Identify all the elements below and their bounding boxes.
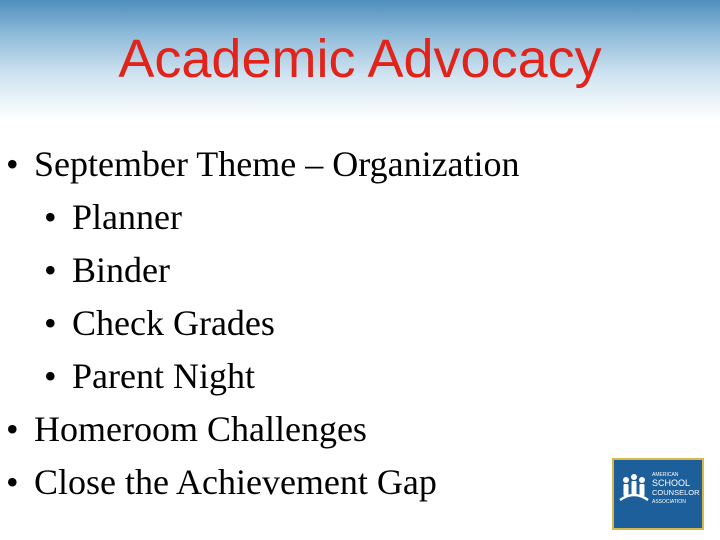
logo-line-school: SCHOOL xyxy=(652,478,691,488)
sub-bullet-item xyxy=(0,297,700,350)
bullet-icon: • xyxy=(6,144,19,184)
bullet-text: Homeroom Challenges xyxy=(34,409,367,449)
sub-bullet-item xyxy=(0,244,700,297)
logo-line-american: AMERICAN xyxy=(652,472,679,478)
bullet-text: Binder xyxy=(72,250,170,290)
bullet-icon: • xyxy=(6,409,19,449)
sub-bullet-item xyxy=(0,191,700,244)
bullet-icon: • xyxy=(44,250,57,290)
bullet-text: September Theme – Organization xyxy=(34,144,520,184)
asca-logo xyxy=(612,458,704,530)
bullet-icon: • xyxy=(44,303,57,343)
bullet-text: Planner xyxy=(72,197,182,237)
asca-logo-icon xyxy=(614,460,702,528)
slide-title: Academic Advocacy xyxy=(118,29,602,89)
bullet-text: Close the Achievement Gap xyxy=(34,462,437,502)
logo-line-association: ASSOCIATION xyxy=(652,499,686,505)
bullet-icon: • xyxy=(44,197,57,237)
bullet-icon: • xyxy=(44,356,57,396)
bullet-item xyxy=(0,138,700,191)
sub-bullet-item xyxy=(0,350,700,403)
bullet-item xyxy=(0,403,700,456)
people-icon xyxy=(620,474,648,500)
bullet-text: Check Grades xyxy=(72,303,275,343)
bullet-text: Parent Night xyxy=(72,356,255,396)
logo-line-counselor: COUNSELOR xyxy=(652,488,700,497)
bullet-item xyxy=(0,456,700,509)
bullet-icon: • xyxy=(6,462,19,502)
bullet-list xyxy=(0,138,700,509)
